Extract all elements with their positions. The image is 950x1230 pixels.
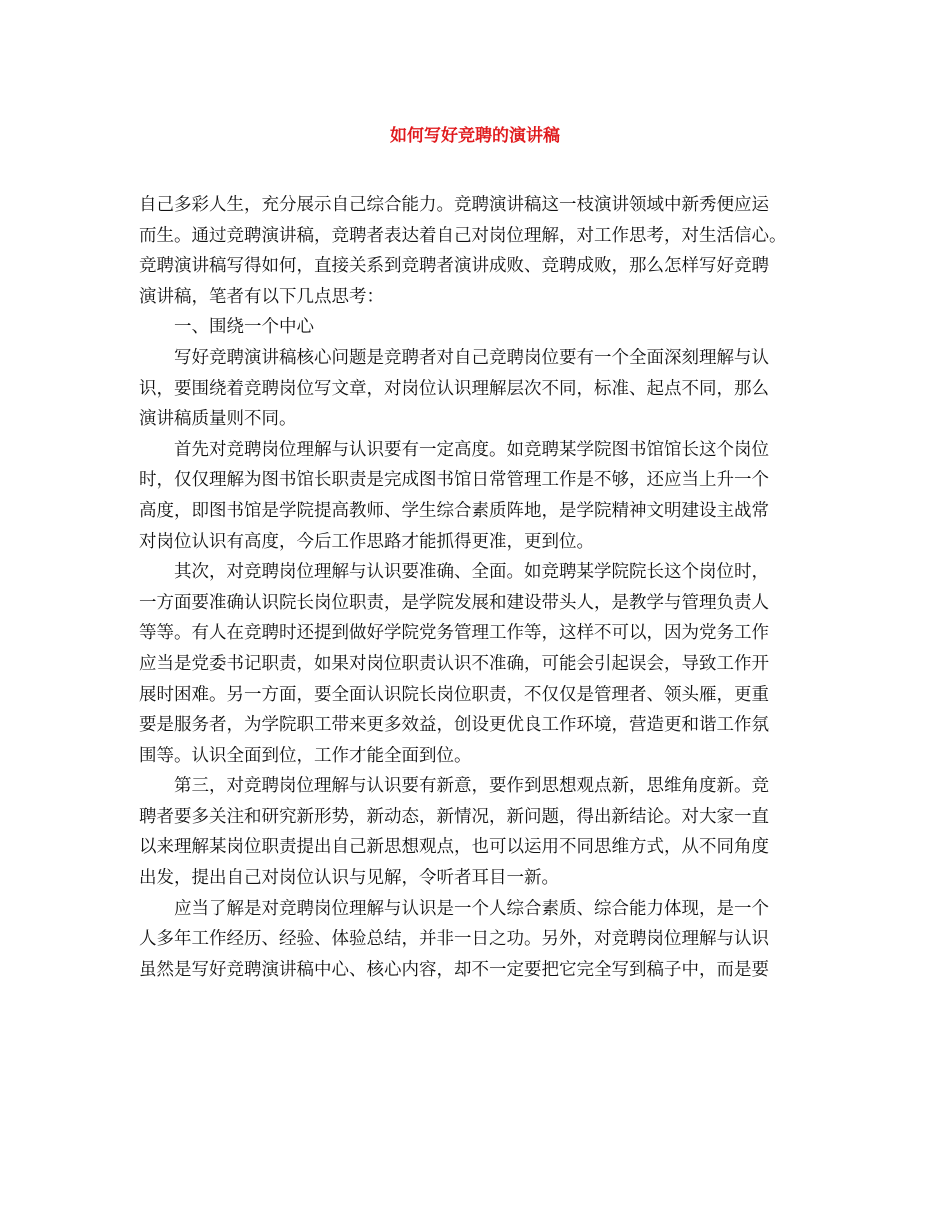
body-text-line: 一、围绕一个中心: [174, 317, 314, 338]
body-text-line: 人多年工作经历、经验、体验总结，并非一日之功。另外，对竞聘岗位理解与认识: [139, 929, 769, 950]
body-text-line: 写好竞聘演讲稿核心问题是竞聘者对自己竞聘岗位要有一个全面深刻理解与认: [174, 347, 769, 368]
body-text-line: 首先对竞聘岗位理解与认识要有一定高度。如竞聘某学院图书馆馆长这个岗位: [174, 439, 769, 460]
body-text-line: 以来理解某岗位职责提出自己新思想观点，也可以运用不同思维方式，从不同角度: [139, 837, 769, 858]
document-title: 如何写好竞聘的演讲稿: [390, 126, 560, 146]
body-text-line: 演讲稿，笔者有以下几点思考：: [139, 286, 384, 307]
document-body: [139, 190, 819, 985]
body-text-line: 应当是党委书记职责，如果对岗位职责认识不准确，可能会引起误会，导致工作开: [139, 653, 769, 674]
body-text-line: 而生。通过竞聘演讲稿，竞聘者表达着自己对岗位理解，对工作思考，对生活信心。: [139, 225, 787, 246]
body-text-line: 其次，对竞聘岗位理解与认识要准确、全面。如竞聘某学院院长这个岗位时，: [174, 562, 769, 583]
body-text-line: 等等。有人在竞聘时还提到做好学院党务管理工作等，这样不可以，因为党务工作: [139, 623, 769, 644]
body-text-line: 要是服务者，为学院职工带来更多效益，创设更优良工作环境，营造更和谐工作氛: [139, 715, 769, 736]
body-text-line: 应当了解是对竞聘岗位理解与认识是一个人综合素质、综合能力体现，是一个: [174, 898, 769, 919]
body-text-line: 竞聘演讲稿写得如何，直接关系到竞聘者演讲成败、竞聘成败，那么怎样写好竞聘: [139, 256, 769, 277]
body-text-line: 出发，提出自己对岗位认识与见解，令听者耳目一新。: [139, 868, 559, 889]
body-text-line: 时，仅仅理解为图书馆长职责是完成图书馆日常管理工作是不够，还应当上升一个: [139, 470, 769, 491]
body-text-line: 对岗位认识有高度，今后工作思路才能抓得更准，更到位。: [139, 531, 594, 552]
body-text-line: 虽然是写好竞聘演讲稿中心、核心内容，却不一定要把它完全写到稿子中，而是要: [139, 959, 769, 980]
body-text-line: 识，要围绕着竞聘岗位写文章，对岗位认识理解层次不同，标准、起点不同，那么: [139, 378, 769, 399]
body-text-line: 高度，即图书馆是学院提高教师、学生综合素质阵地，是学院精神文明建设主战常: [139, 500, 769, 521]
body-text-line: 演讲稿质量则不同。: [139, 409, 297, 430]
body-text-line: 自己多彩人生，充分展示自己综合能力。竞聘演讲稿这一枝演讲领域中新秀便应运: [139, 195, 769, 215]
body-text-line: 围等。认识全面到位，工作才能全面到位。: [139, 745, 472, 766]
body-text-line: 一方面要准确认识院长岗位职责，是学院发展和建设带头人，是教学与管理负责人: [139, 592, 769, 613]
body-text-line: 聘者要多关注和研究新形势，新动态，新情况，新问题，得出新结论。对大家一直: [139, 806, 769, 827]
body-text-line: 展时困难。另一方面，要全面认识院长岗位职责，不仅仅是管理者、领头雁，更重: [139, 684, 769, 705]
body-text-line: 第三，对竞聘岗位理解与认识要有新意，要作到思想观点新，思维角度新。竞: [174, 776, 769, 797]
